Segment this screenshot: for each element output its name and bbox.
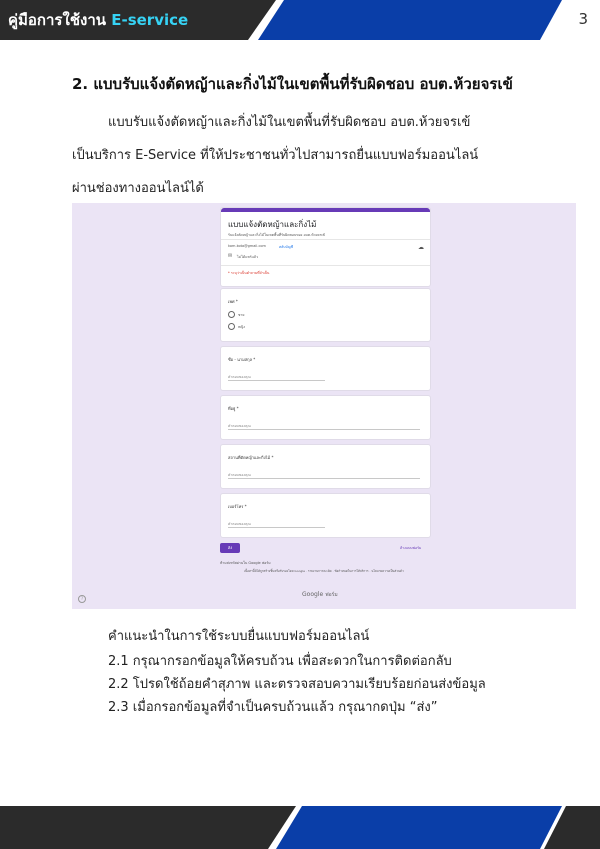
question-address bbox=[220, 395, 431, 440]
answer-input-location[interactable]: คำตอบของคุณ bbox=[228, 473, 251, 477]
header-title-accent: E-service bbox=[111, 11, 189, 29]
page-header bbox=[0, 0, 600, 40]
question-name bbox=[220, 346, 431, 391]
page-footer bbox=[0, 806, 600, 849]
answer-input-name[interactable]: คำตอบของคุณ bbox=[228, 375, 251, 379]
option-label: ชาย bbox=[238, 313, 245, 317]
question-label: เพศ * bbox=[228, 299, 238, 304]
instructions-title: คำแนะนำในการใช้ระบบยื่นแบบฟอร์มออนไลน์ bbox=[108, 629, 370, 644]
instruction-item-2: 2.2 โปรดใช้ถ้อยคำสุภาพ และตรวจสอบความเรียบร้อยก่อนส่งข้อมูล bbox=[108, 677, 486, 692]
form-title-card bbox=[220, 207, 431, 287]
answer-input-address[interactable]: คำตอบของคุณ bbox=[228, 424, 251, 428]
radio-male[interactable] bbox=[228, 311, 235, 318]
form-divider bbox=[221, 239, 430, 240]
form-divider bbox=[221, 265, 430, 266]
brand-google: Google bbox=[302, 591, 324, 598]
radio-female[interactable] bbox=[228, 323, 235, 330]
question-gender bbox=[220, 288, 431, 342]
help-icon[interactable]: ? bbox=[78, 595, 86, 603]
instruction-item-1: 2.1 กรุณากรอกข้อมูลให้ครบถ้วน เพื่อสะดวกในการติดต่อกลับ bbox=[108, 654, 452, 669]
input-underline bbox=[228, 527, 325, 528]
submit-button[interactable]: ส่ง bbox=[220, 543, 240, 553]
section-heading: 2. แบบรับแจ้งตัดหญ้าและกิ่งไม้ในเขตพื้นที่รับผิดชอบ อบต.ห้วยจรเข้ bbox=[72, 75, 513, 93]
google-forms-logo bbox=[302, 591, 338, 599]
page-number: 3 bbox=[578, 10, 588, 28]
question-label: สถานที่ตัดหญ้าและกิ่งไม้ * bbox=[228, 455, 274, 460]
option-label: หญิง bbox=[238, 325, 245, 329]
account-email: kom.kota@gmail.com bbox=[228, 244, 266, 248]
header-title bbox=[8, 8, 188, 32]
intro-line-2: เป็นบริการ E-Service ที่ให้ประชาชนทั่วไปสามารถยื่นแบบฟอร์มออนไลน์ bbox=[72, 148, 479, 163]
question-location bbox=[220, 444, 431, 489]
disclaimer-text: เนื้อหานี้มิได้ถูกสร้างขึ้นหรือรับรองโดย Google · รายงานการละเมิด · ข้อกำหนดในการให้บริการ · นโยบายความเป็นส่วนตัว bbox=[244, 569, 404, 573]
form-title: แบบแจ้งตัดหญ้าและกิ่งไม้ bbox=[228, 220, 317, 229]
password-warning: ห้ามส่งรหัสผ่านใน Google ฟอร์ม bbox=[220, 561, 271, 565]
intro-line-3: ผ่านช่องทางออนไลน์ได้ bbox=[72, 181, 204, 196]
intro-line-1: แบบรับแจ้งตัดหญ้าและกิ่งไม้ในเขตพื้นที่รับผิดชอบ อบต.ห้วยจรเข้ bbox=[108, 115, 471, 130]
header-title-prefix: คู่มือการใช้งาน bbox=[8, 11, 106, 29]
not-shared-text: ไม่ได้แชร์แล้ว bbox=[237, 255, 258, 259]
input-underline bbox=[228, 429, 420, 430]
form-screenshot bbox=[72, 203, 576, 609]
instruction-item-3: 2.3 เมื่อกรอกข้อมูลที่จำเป็นครบถ้วนแล้ว กรุณากดปุ่ม “ส่ง” bbox=[108, 700, 438, 715]
question-label: ที่อยู่ * bbox=[228, 406, 239, 411]
form-subtitle: รับแจ้งตัดหญ้าและกิ่งไม้ในเขตพื้นที่รับผิดชอบของ อบต.ห้วยจรเข้ bbox=[228, 233, 326, 237]
question-phone bbox=[220, 493, 431, 538]
brand-forms: ฟอร์ม bbox=[325, 592, 338, 598]
form-accent-bar bbox=[221, 208, 430, 212]
input-underline bbox=[228, 478, 420, 479]
question-label: ชื่อ - นามสกุล * bbox=[228, 357, 256, 362]
answer-input-phone[interactable]: คำตอบของคุณ bbox=[228, 522, 251, 526]
mail-icon: ✉ bbox=[228, 253, 233, 259]
input-underline bbox=[228, 380, 325, 381]
required-note: * ระบุว่าเป็นคำถามที่จำเป็น bbox=[228, 271, 270, 275]
switch-account-link[interactable]: สลับบัญชี bbox=[279, 245, 294, 249]
cloud-icon: ☁ bbox=[418, 244, 424, 251]
clear-form-button[interactable]: ล้างแบบฟอร์ม bbox=[400, 546, 422, 550]
question-label: เบอร์โทร * bbox=[228, 504, 247, 509]
